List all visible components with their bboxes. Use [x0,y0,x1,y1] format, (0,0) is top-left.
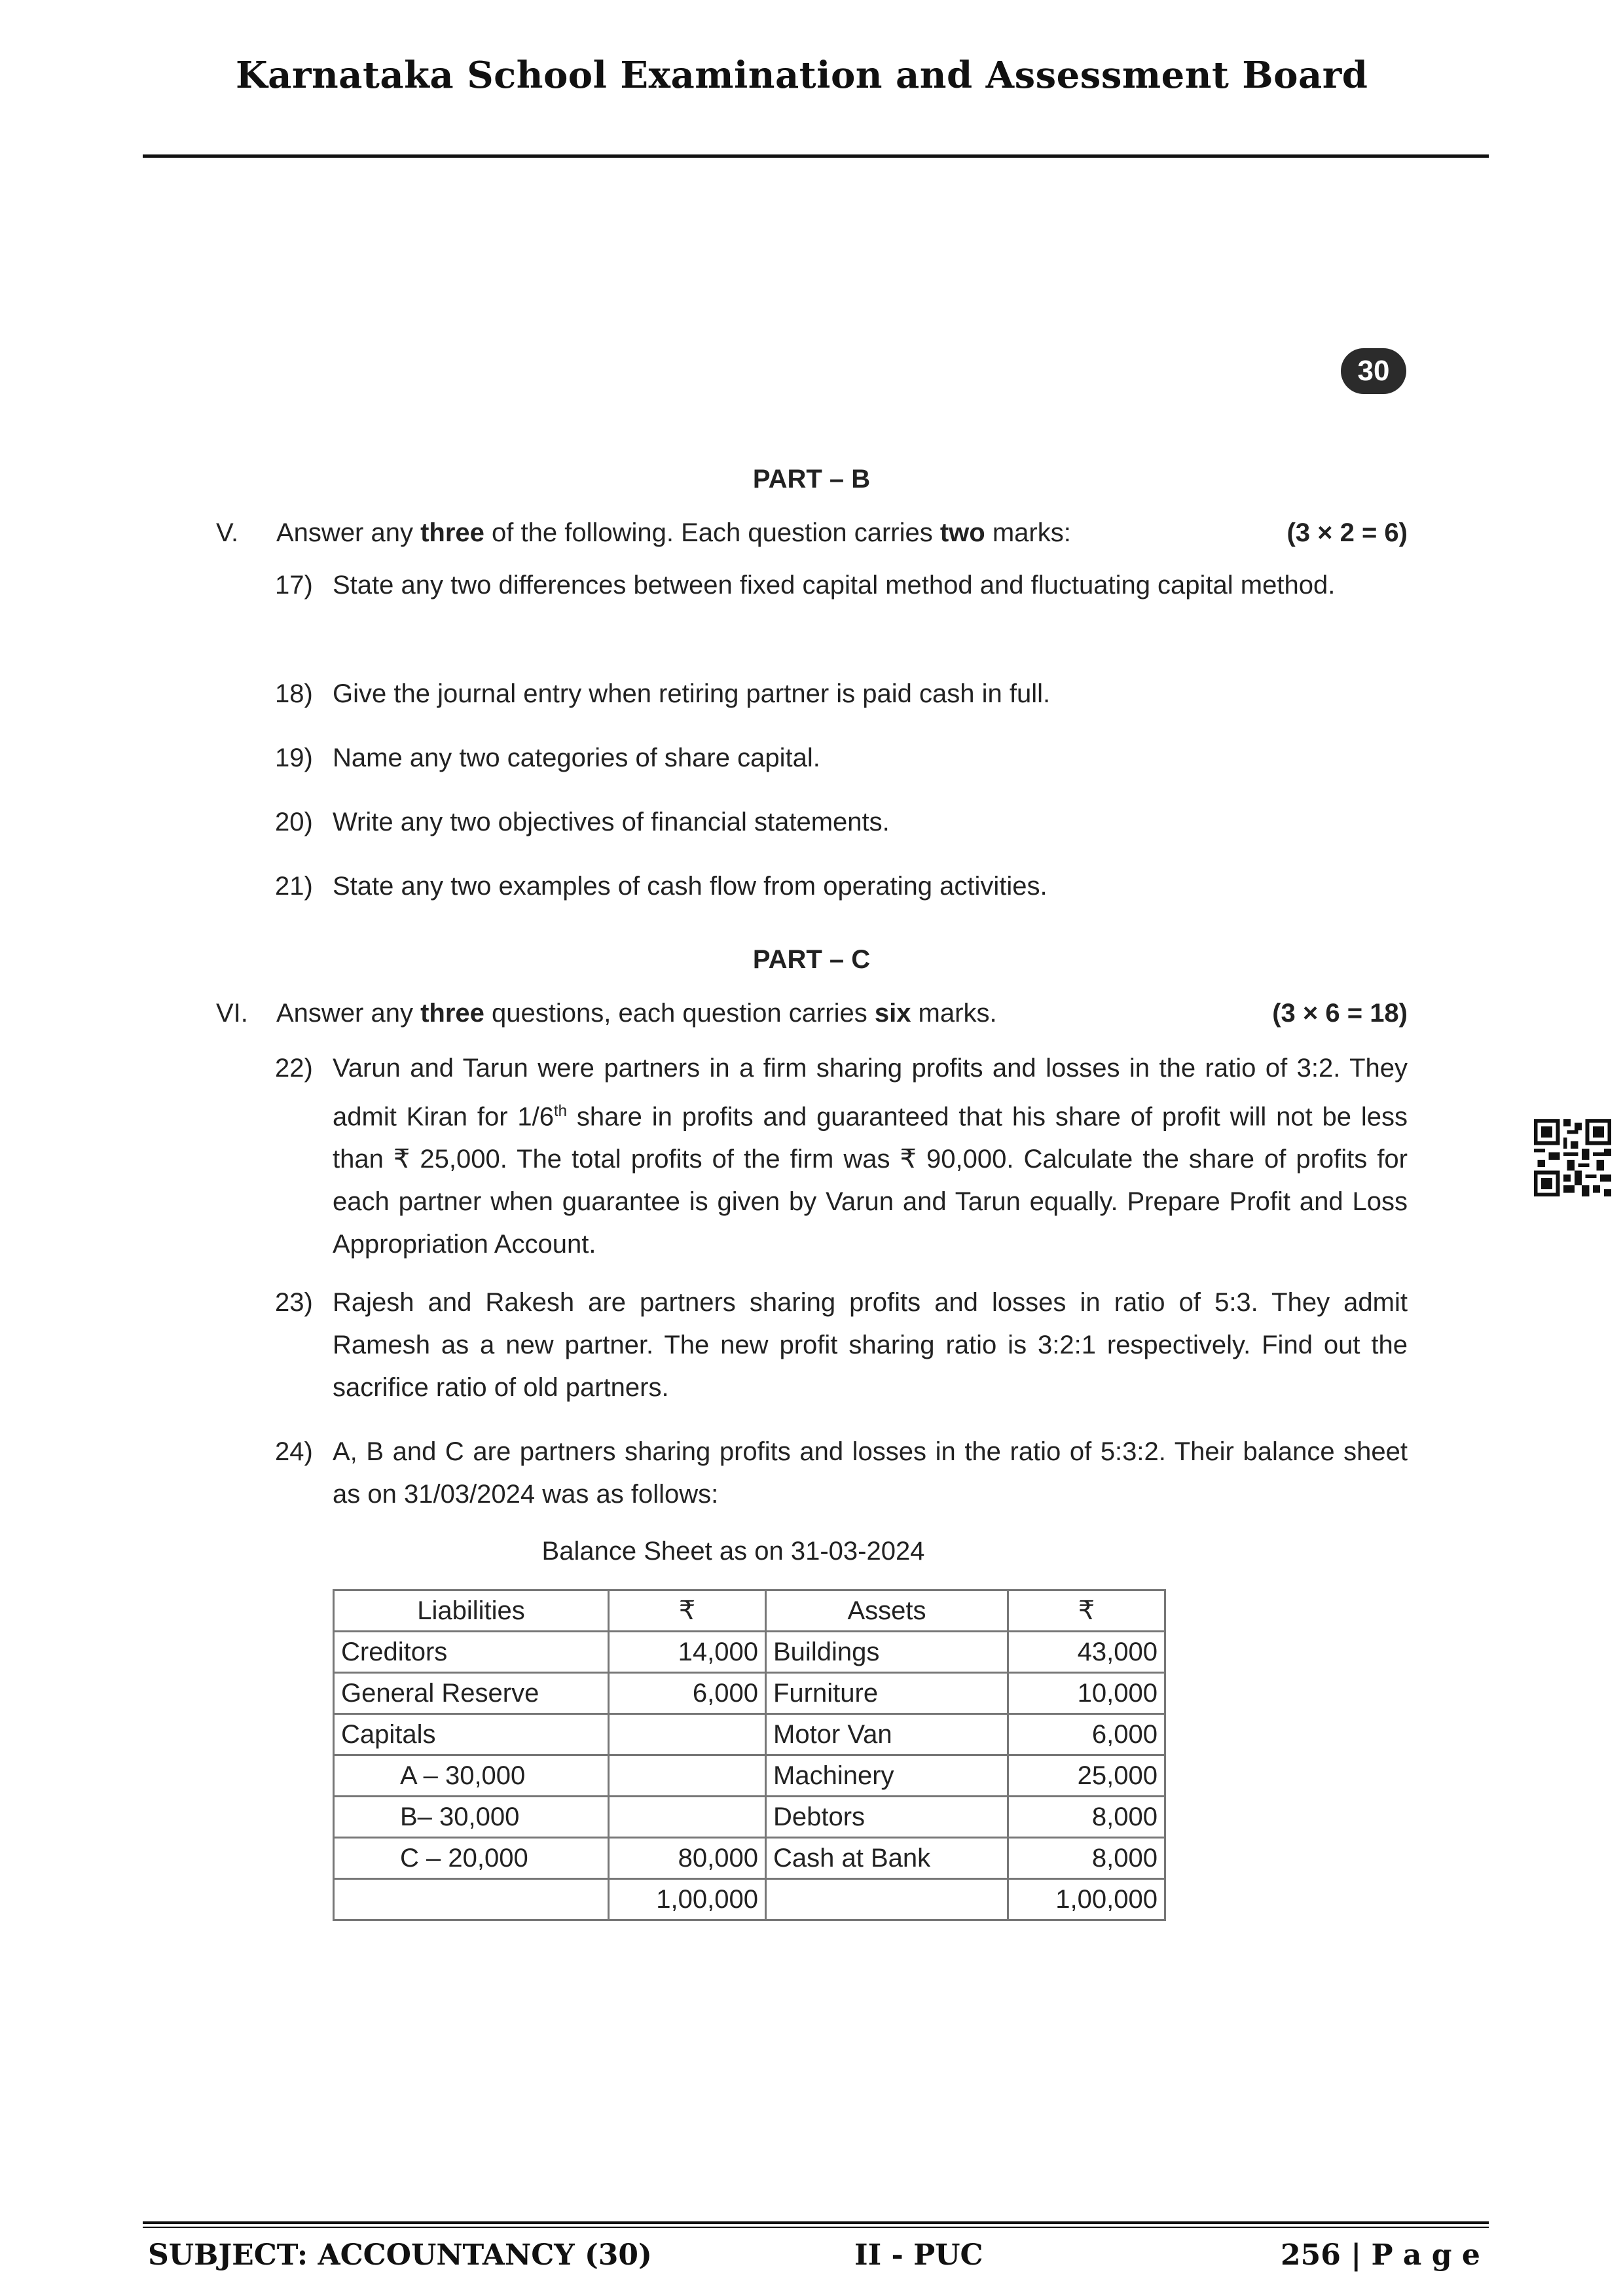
liabilities-header: Liabilities [334,1590,609,1632]
question-21: 21) State any two examples of cash flow from operating activities. [275,872,1048,901]
page-label: P a g e [1371,2238,1480,2272]
qr-code-icon [1534,1119,1611,1196]
question-18: 18) Give the journal entry when retiring partner is paid cash in full. [275,679,1051,708]
section-v-marks: (3 × 2 = 6) [1286,518,1408,547]
part-c-heading: PART – C [752,945,871,974]
footer-rule-top [143,2221,1489,2224]
section-v-instruction: V. Answer any three of the following. Each question carries two marks: (3 × 2 = 6) [216,518,1408,547]
table-row: A – 30,000 Machinery 25,000 [334,1755,1165,1797]
section-vi-instruction: VI. Answer any three questions, each question carries six marks. (3 × 6 = 18) [216,999,1408,1028]
page-badge: 30 [1341,348,1406,394]
table-row: B– 30,000 Debtors 8,000 [334,1797,1165,1838]
footer-subject: SUBJECT: ACCOUNTANCY (30) [148,2238,652,2272]
assets-amount-header: ₹ [1008,1590,1165,1632]
table-row: C – 20,000 80,000 Cash at Bank 8,000 [334,1838,1165,1879]
question-19: 19) Name any two categories of share capital. [275,744,820,772]
header-rule [143,154,1489,158]
table-total-row: 1,00,000 1,00,000 [334,1879,1165,1920]
footer-rule-bottom [143,2227,1489,2228]
liabilities-amount-header: ₹ [609,1590,766,1632]
balance-sheet-caption: Balance Sheet as on 31-03-2024 [541,1537,925,1566]
table-header-row [334,1590,1165,1632]
footer-class: II - PUC [854,2238,983,2272]
table-row: General Reserve 6,000 Furniture 10,000 [334,1673,1165,1714]
question-23: 23) Rajesh and Rakesh are partners sharing profits and losses in ratio of 5:3. They admit Ramesh as a new partner. The new profit sharing ratio is 3:2:1 respectively. Find out the sacrifice ratio of old partners. [275,1288,1408,1402]
section-vi-numeral: VI. [216,999,248,1028]
balance-sheet-table [333,1589,1166,1921]
table-row: Creditors 14,000 Buildings 43,000 [334,1632,1165,1673]
table-row: Capitals Motor Van 6,000 [334,1714,1165,1755]
section-v-numeral: V. [216,518,239,547]
board-title: Karnataka School Examination and Assessment Board [236,54,1368,97]
question-17: 17) State any two differences between fixed capital method and fluctuating capital method. [275,571,1336,600]
question-22: 22) Varun and Tarun were partners in a firm sharing profits and losses in the ratio of 3:2. They admit Kiran for 1/6th share in profits and guaranteed that his share of profit will not be less than ₹ 25,000. The total profits of the firm was ₹ 90,000. Calculate the share of profits for each partner when guarantee is given by Varun and Tarun equally. Prepare Profit and Loss Appropriation Account. [275,1054,1408,1259]
footer-page: 256 | P a g e [1281,2238,1480,2272]
section-vi-marks: (3 × 6 = 18) [1272,999,1408,1028]
assets-header: Assets [766,1590,1008,1632]
page-number: 256 [1281,2238,1341,2272]
question-20: 20) Write any two objectives of financial statements. [275,808,890,836]
part-b-heading: PART – B [752,465,871,493]
question-24: 24) A, B and C are partners sharing profits and losses in the ratio of 5:3:2. Their balance sheet as on 31/03/2024 was as follows: [275,1437,1408,1509]
